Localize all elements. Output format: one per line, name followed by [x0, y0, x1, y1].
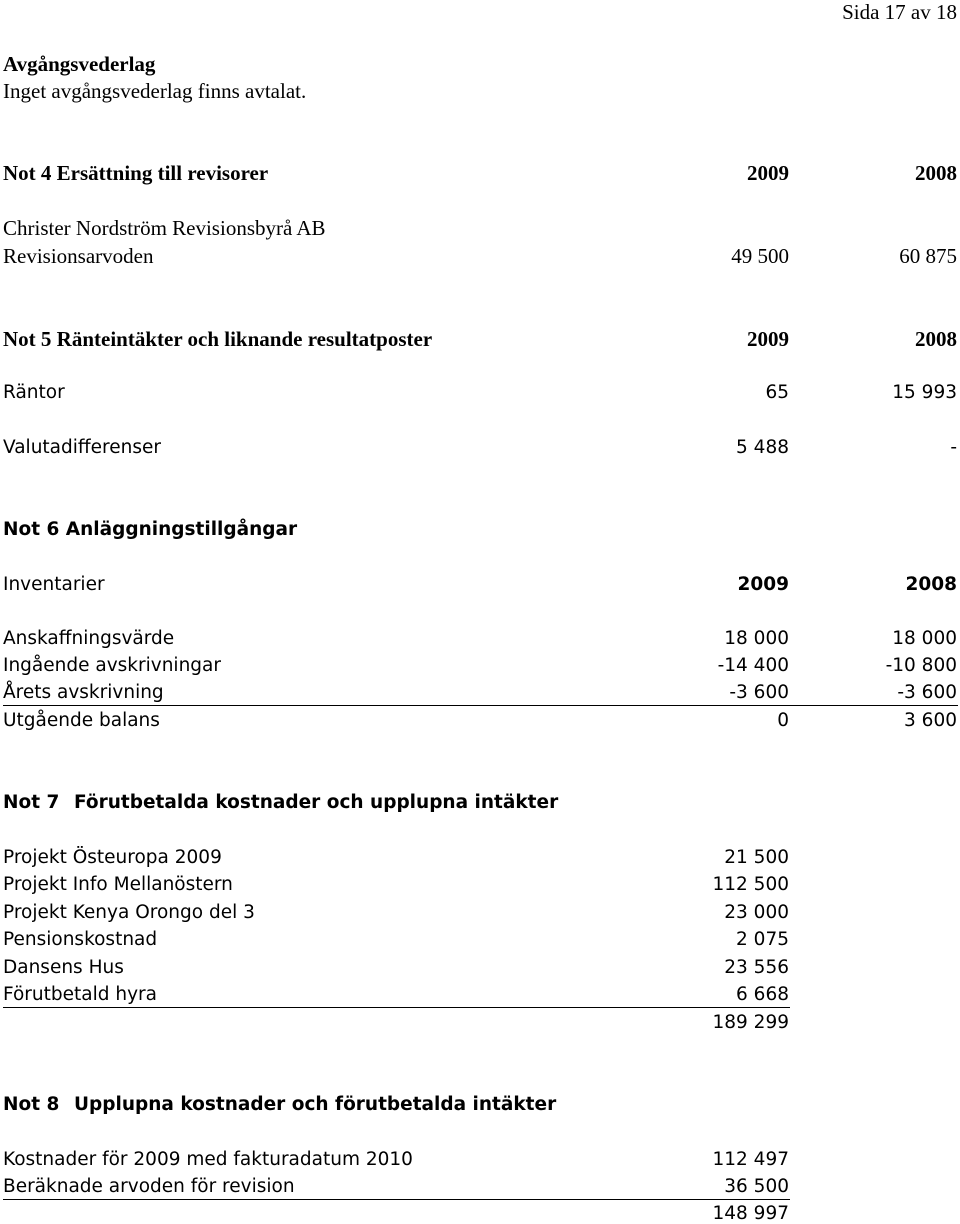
note4-firm: Christer Nordström Revisionsbyrå AB [3, 216, 326, 240]
note8-row-label: Beräknade arvoden för revision [3, 1176, 295, 1197]
note6-col-2009: 2009 [737, 574, 789, 595]
note8-total: 148 997 [712, 1203, 789, 1224]
note8-sum-rule [3, 1199, 790, 1200]
note6-row-value-2009: -14 400 [717, 655, 789, 676]
note7-row-value: 21 500 [724, 847, 789, 868]
note5-row-label: Räntor [3, 382, 65, 403]
note7-sum-rule [3, 1007, 790, 1008]
note6-row-value-2009: -3 600 [729, 682, 789, 703]
note6-col-2008: 2008 [905, 574, 957, 595]
note8-row-label: Kostnader för 2009 med fakturadatum 2010 [3, 1149, 413, 1170]
note7-row-value: 23 556 [724, 957, 789, 978]
note7-row-label: Dansens Hus [3, 957, 124, 978]
note6-title: Not 6 Anläggningstillgångar [3, 519, 298, 540]
note6-row-label: Ingående avskrivningar [3, 655, 221, 676]
note6-row-value-2008: 3 600 [904, 710, 957, 731]
note8-number: Not 8 [3, 1094, 60, 1115]
note5-row-value-2008: - [950, 437, 957, 458]
note5-col-2008: 2008 [915, 327, 957, 351]
note5-title: Not 5 Ränteintäkter och liknande resultatposter [3, 327, 433, 351]
note4-row-value-2008: 60 875 [899, 244, 957, 268]
note8-row-value: 112 497 [712, 1149, 789, 1170]
note5-row-value-2008: 15 993 [892, 382, 957, 403]
note5-row-value-2009: 5 488 [736, 437, 789, 458]
note7-row-value: 23 000 [724, 902, 789, 923]
note6-row-value-2008: -10 800 [885, 655, 957, 676]
note8-title: Upplupna kostnader och förutbetalda intäkter [74, 1094, 557, 1115]
severance-text: Inget avgångsvederlag finns avtalat. [3, 79, 307, 103]
note4-title: Not 4 Ersättning till revisorer [3, 161, 269, 185]
note6-row-label: Årets avskrivning [3, 682, 164, 703]
note7-row-value: 112 500 [712, 874, 789, 895]
page-number: Sida 17 av 18 [842, 0, 957, 24]
note7-row-value: 2 075 [736, 929, 789, 950]
note7-row-label: Pensionskostnad [3, 929, 158, 950]
note5-col-2009: 2009 [747, 327, 789, 351]
note6-row-value-2008: 18 000 [892, 628, 957, 649]
note6-sum-rule [3, 705, 958, 706]
note6-row-value-2009: 18 000 [724, 628, 789, 649]
note5-row-label: Valutadifferenser [3, 437, 161, 458]
note4-col-2009: 2009 [747, 161, 789, 185]
note7-row-label: Projekt Östeuropa 2009 [3, 847, 222, 868]
note7-row-value: 6 668 [736, 984, 789, 1005]
note7-row-label: Projekt Info Mellanöstern [3, 874, 233, 895]
note6-row-label: Utgående balans [3, 710, 160, 731]
note6-row-label: Anskaffningsvärde [3, 628, 175, 649]
note7-row-label: Förutbetald hyra [3, 984, 157, 1005]
note4-row-label: Revisionsarvoden [3, 244, 154, 268]
note7-number: Not 7 [3, 792, 60, 813]
note4-col-2008: 2008 [915, 161, 957, 185]
note7-total: 189 299 [712, 1012, 789, 1033]
note6-row-value-2008: -3 600 [897, 682, 957, 703]
severance-heading: Avgångsvederlag [3, 52, 156, 76]
note5-row-value-2009: 65 [765, 382, 789, 403]
note7-title: Förutbetalda kostnader och upplupna intäkter [74, 792, 559, 813]
note7-row-label: Projekt Kenya Orongo del 3 [3, 902, 255, 923]
note8-row-value: 36 500 [724, 1176, 789, 1197]
note6-row-value-2009: 0 [777, 710, 789, 731]
note6-subheading: Inventarier [3, 574, 105, 595]
note4-row-value-2009: 49 500 [731, 244, 789, 268]
